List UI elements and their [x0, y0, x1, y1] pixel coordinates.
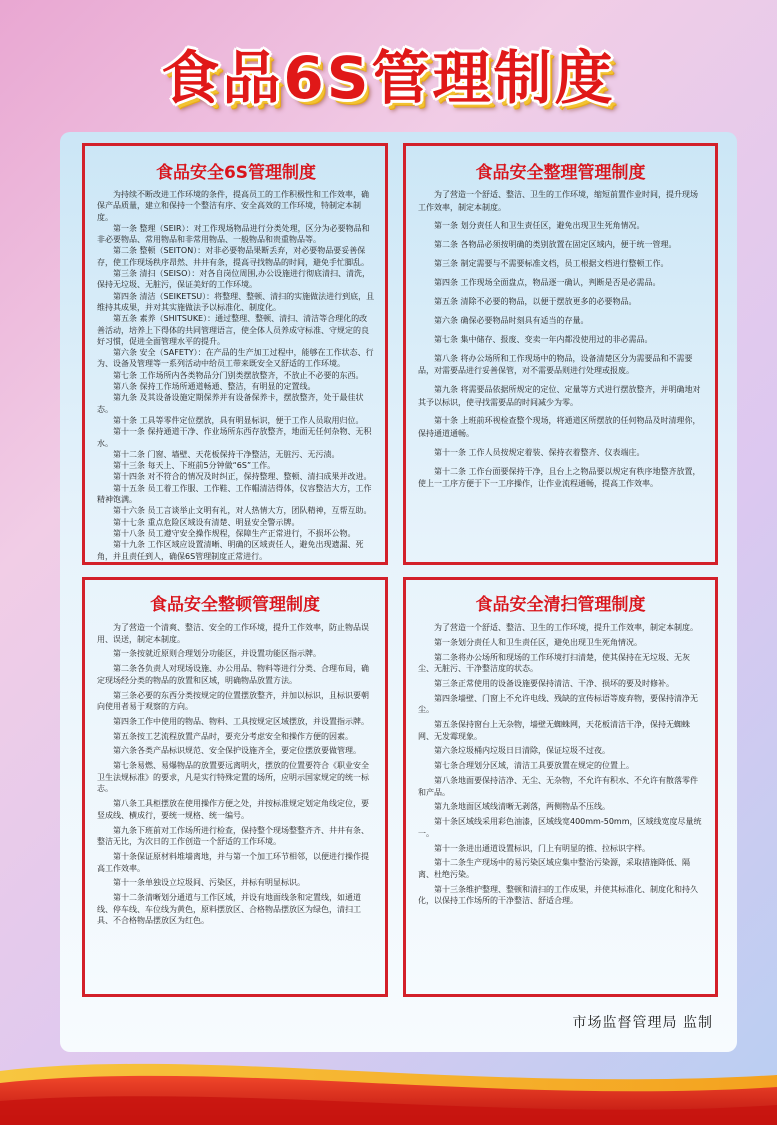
section-paragraph: 第十四条 对不符合的情况及时纠正，保持整理、整顿、清扫成果并改进。 — [113, 472, 372, 482]
section-paragraph: 第一条按就近原则合理划分功能区，并设置功能区指示牌。 — [113, 649, 321, 659]
section-title: 食品安全整理管理制度 — [475, 163, 646, 183]
section-paragraph: 为了营造一个舒适、整洁、卫生的工作环境，缩短前置作业时间，提升现场工作效率，制定本制度。 — [418, 190, 698, 212]
section-body — [418, 622, 703, 907]
section-body — [418, 189, 703, 491]
section-paragraph: 为了营造一个舒适、整洁、卫生的工作环境，提升工作效率，制定本制度。 — [434, 623, 698, 632]
section-paragraph: 第五条按工艺流程放置产品时，要充分考虑安全和操作方便的因素。 — [113, 731, 353, 741]
section-paragraph: 第七条 集中储存、报废、变卖一年内都没使用过的非必需品。 — [434, 334, 653, 344]
section-paragraph: 第二条各负责人对现场设施、办公用品、物料等进行分类、合理布局，确定现场经分类的物品的放置和区域，明确物品放置方法。 — [97, 664, 369, 685]
section-paragraph: 第四条工作中使用的物品、物料、工具按规定区域摆放，并设置指示牌。 — [113, 716, 369, 726]
section-paragraph: 第八条地面要保持洁净、无尘、无杂物，不允许有积水、不允许有散落零件和产品。 — [418, 776, 698, 797]
section-paragraph: 第五条 素养（SHITSUKE）：通过整理、整顿、清扫、清洁等合理化的改善活动，培养上下得体的共同管理语言，使全体人员养成守标准、守规定的良好习惯，促进全面管理水平的提升。 — [97, 314, 369, 346]
section-paragraph: 第六条 安全（SAFETY）：在产品的生产加工过程中，能够在工作状态、行为、设备及管理等一系列活动中给员工带来既安全又舒适的工作环境。 — [97, 348, 374, 369]
section-paragraph: 第八条 保持工作场所通道畅通、整洁，有明显的定置线。 — [113, 382, 316, 392]
section-paragraph: 第十条 工具等零件定位摆放，具有明显标识，便于工作人员取用归位。 — [113, 415, 364, 425]
section-paragraph: 第二条将办公场所和现场的工作环境打扫清楚，使其保持在无垃圾、无灰尘、无脏污、干净整洁度的状态。 — [418, 652, 690, 674]
section-paragraph: 第十二条生产现场中的易污染区域应集中整治污染源，采取措施降低、隔离、杜绝污染。 — [418, 858, 690, 879]
section-paragraph: 第一条 划分责任人和卫生责任区，避免出现卫生死角情况。 — [434, 221, 645, 231]
section-paragraph: 第二条 整顿（SEITON）：对非必要物品果断丢弃，对必要物品要妥善保存，使工作现场秩序昂然、井井有条，提高寻找物品的时间，避免手忙脚乱。 — [97, 246, 369, 267]
section-paragraph: 为了营造一个清爽、整洁、安全的工作环境，提升工作效率，防止物品误用、误送，制定本制度。 — [97, 623, 369, 644]
section-paragraph: 第八条 将办公场所和工作现场中的物品，设备清楚区分为需要品和不需要品，对需要品进行妥善保管，对不需要品则进行处理或报废。 — [418, 353, 693, 376]
section-6s-management — [82, 143, 388, 565]
section-paragraph: 第十条保证原材料堆墙离地，并与第一个加工环节相邻，以便进行操作提高工作效率。 — [97, 851, 369, 873]
section-paragraph: 第三条 制定需要与不需要标准文档，员工根据文档进行整顿工作。 — [434, 259, 669, 269]
section-paragraph: 第七条 工作场所内各类物品分门别类摆放整齐，不放止不必要的东西。 — [113, 370, 364, 380]
section-paragraph: 第九条地面区域线清晰无剥落，两侧物品不压线。 — [434, 802, 610, 812]
section-paragraph: 第九条 将需要品依据所规定的定位、定量等方式进行摆放整齐，并明确地对其予以标识，使寻找需要品的时间减少为零。 — [418, 385, 701, 407]
section-paragraph: 第十七条 重点危险区域设有清楚、明显安全警示牌。 — [113, 517, 300, 527]
section-paragraph: 第十条 上班前环视检查整个现场，将通道区所摆放的任何物品及时清理你，保持通道通畅。 — [418, 416, 701, 438]
section-paragraph: 第二条 各物品必须按明确的类别放置在固定区域内，便于统一管理。 — [434, 240, 677, 250]
section-paragraph: 第一条 整理（SEIR）：对工作现场物品进行分类处理，区分为必要物品和非必要物品、常用物品和非常用物品、一般物品和贵重物品等。 — [97, 223, 370, 245]
section-sorting-management — [403, 143, 718, 565]
section-paragraph: 第十一条进出通道设置标识，门上有明显的推、拉标识字样。 — [434, 843, 650, 853]
section-paragraph: 第四条墙壁、门窗上不允许电线、残缺的宣传标语等废弃物，要保持清净无尘。 — [418, 693, 698, 715]
section-paragraph: 第六条垃圾桶内垃圾日日清除，保证垃圾不过夜。 — [434, 746, 610, 756]
section-paragraph: 第七条合理划分区域，清洁工具要放置在规定的位置上。 — [434, 761, 634, 771]
section-paragraph: 第十一条 工作人员按规定着装、保持衣着整齐、仪表端庄。 — [434, 447, 645, 457]
section-paragraph: 第十二条清晰划分通道与工作区域，并设有地面线条和定置线，如通道线、停车线、车位线为黄色，原料摆放区、合格物品摆放区为绿色，清扫工具、不合格物品摆放区为红色。 — [97, 893, 361, 926]
section-rectification-management — [82, 577, 388, 997]
section-paragraph: 第十三条维护整理、整顿和清扫的工作成果，并使其标准化、制度化和持久化，以保持工作场所的干净整洁、舒适合理。 — [418, 884, 698, 906]
section-paragraph: 第十二条 工作台面要保持干净，且台上之物品要以规定有秩序地整齐放置，使上一工序方便于下一工序操作，让作业流程通畅，提高工作效率。 — [418, 466, 701, 489]
section-paragraph: 第十九条 工作区域应设置清晰、明确的区域责任人，避免出现遗漏、死角，并且责任到人，确保6S管理制度正常进行。 — [97, 540, 364, 561]
section-paragraph: 第十一条单独设立垃圾间、污染区，并标有明显标识。 — [113, 878, 305, 888]
section-paragraph: 第十八条 员工遵守安全操作规程，保障生产正常进行，不损坏公物。 — [113, 528, 356, 538]
section-paragraph: 第五条 清除不必要的物品，以便于摆放更多的必要物品。 — [434, 296, 637, 306]
bottom-wave-decoration — [0, 1053, 777, 1125]
section-body — [97, 189, 375, 562]
section-paragraph: 第十一条 保持通道干净、作业场所东西存放整齐，地面无任何杂物、无积水。 — [97, 427, 372, 448]
section-paragraph: 第十二条 门窗、墙壁、天花板保持干净整洁，无脏污、无污渍。 — [113, 449, 340, 459]
issuer-signature: 市场监督管理局 监制 — [572, 1015, 713, 1031]
section-paragraph: 第八条工具柜摆放在使用操作方便之处，并按标准规定划定角线定位，要竖成线、横成行，要统一规格、统一编号。 — [97, 799, 369, 820]
section-title: 食品安全6S管理制度 — [155, 163, 317, 183]
section-paragraph: 第十条区域线采用彩色油漆，区域线宽400mm-50mm，区域线宽度尽量统一。 — [418, 817, 702, 838]
section-paragraph: 第七条易燃、易爆物品的放置要远离明火，摆放的位置要符合《职业安全卫生法规标准》的要求，凡是实行特殊定置的场所，应明示国家规定的统一标志。 — [97, 761, 369, 794]
section-cleaning-management — [403, 577, 718, 997]
section-paragraph: 第三条正常使用的设备设施要保持清洁、干净、损坏的要及时修补。 — [434, 678, 674, 688]
section-paragraph: 第六条 确保必要物品时刻具有适当的存量。 — [434, 315, 589, 325]
section-paragraph: 第四条 清洁（SEIKETSU）：将整理、整顿、清扫的实施做法进行到底，且维持其成果，并对其实施做法予以标准化、制度化。 — [97, 291, 375, 312]
poster-title: 食品6S管理制度 — [161, 44, 616, 112]
section-paragraph: 第三条必要的东西分类按规定的位置摆放整齐，并加以标识，且标识要朝向使用者易于观察的方向。 — [97, 690, 369, 712]
section-paragraph: 第九条 及其设备设施定期保养并有设备保养卡，摆放整齐，处于最佳状态。 — [97, 393, 364, 414]
section-paragraph: 第一条划分责任人和卫生责任区，避免出现卫生死角情况。 — [434, 637, 642, 647]
section-paragraph: 第三条 清扫（SEISO）：对各自岗位周围,办公设施进行彻底清扫、清洗，保持无垃圾、无脏污，保证美好的工作环境。 — [97, 269, 370, 290]
section-paragraph: 第五条保持窗台上无杂物，墙壁无蜘蛛网，天花板清洁干净，保持无蜘蛛网、无发霉现象。 — [418, 720, 690, 741]
section-paragraph: 第十六条 员工言谈举止文明有礼，对人热情大方，团队精神，互帮互助。 — [113, 506, 372, 516]
section-paragraph: 为持续不断改进工作环境的条件，提高员工的工作积极性和工作效率，确保产品质量，建立和保持一个整洁有序、安全高效的工作环境，特制定本制度。 — [97, 190, 369, 222]
section-body — [97, 622, 373, 927]
section-title: 食品安全清扫管理制度 — [475, 595, 646, 615]
section-paragraph: 第六条各类产品标识规范、安全保护设施齐全，要定位摆放要做管理。 — [113, 746, 361, 756]
section-paragraph: 第四条 工作现场全面盘点，物品逐一确认，判断是否是必需品。 — [434, 278, 661, 288]
section-paragraph: 第九条下班前对工作场所进行检查，保持整个现场整整齐齐、井井有条、整洁无比，为次日的工作创造一个舒适的工作环境。 — [97, 825, 369, 847]
section-paragraph: 第十三条 每天上、下班前5分钟做“6S”工作。 — [113, 461, 276, 471]
section-title: 食品安全整顿管理制度 — [150, 595, 320, 615]
section-paragraph: 第十五条 员工着工作服、工作鞋、工作帽清洁得体，仪容整洁大方，工作精神饱满。 — [97, 483, 372, 505]
